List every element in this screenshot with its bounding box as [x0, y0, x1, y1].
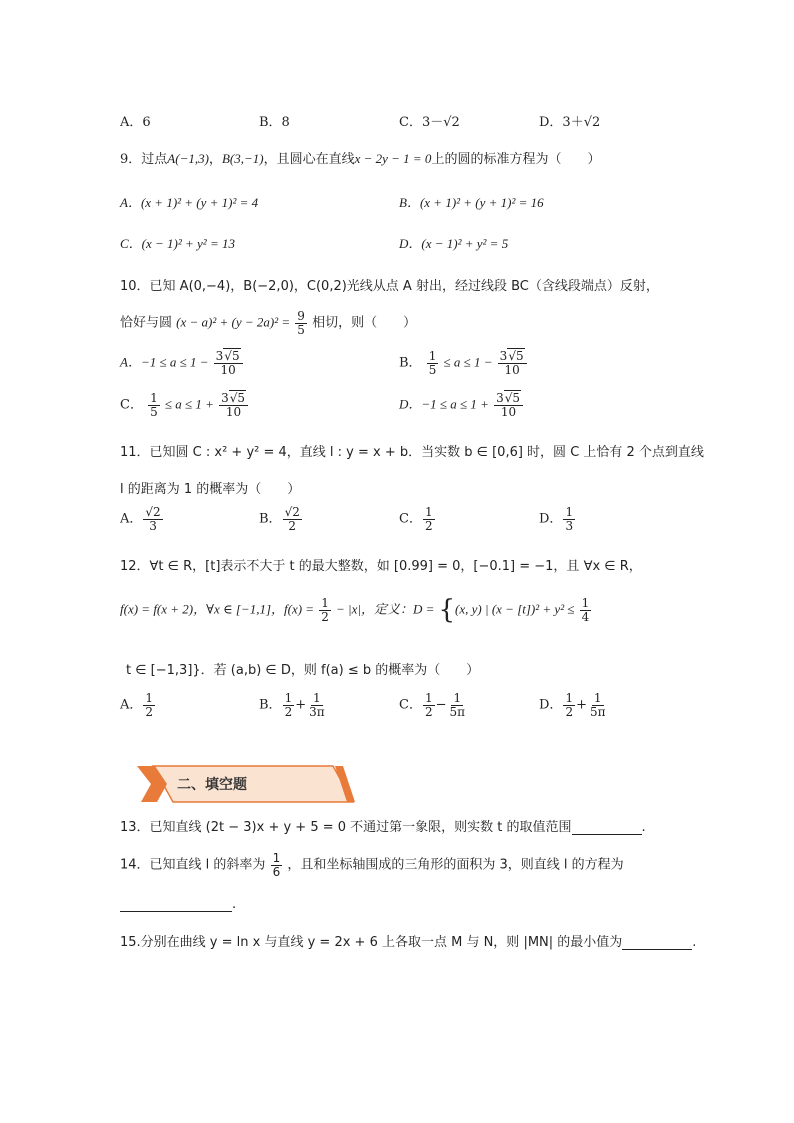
q9-number: 9． — [120, 152, 142, 167]
q12-option-b: B． $\frac{1}{2}$ + $\frac{1}{3\pi}$ — [259, 691, 325, 719]
q11-line1: 11．已知圆 C : x² + y² = 4，直线 l : y = x + b．当实数 b ∈ [0,6] 时，圆 C 上恰有 2 个点到直线 — [120, 445, 704, 460]
q15: 15.分别在曲线 y = ln x 与直线 y = 2x + 6 上各取一点 M 与 N，则 |MN| 的最小值为 . — [120, 935, 697, 950]
q10-text: 恰好与圆 — [120, 315, 173, 331]
q14-answer: . — [120, 897, 236, 912]
q9-text-b: ，且圆心在直线 — [263, 152, 355, 167]
q11-option-c: C． $\frac{1}{2}$ — [399, 505, 433, 533]
q11-option-b: B． $\frac{√2}{2}$ — [259, 505, 300, 533]
q12-option-c: C． $\frac{1}{2}$ − $\frac{1}{5\pi}$ — [399, 691, 466, 719]
q11-line2: l 的距离为 1 的概率为（ ） — [120, 482, 301, 497]
q10-option-a: A．−1 ≤ a ≤ 1 − $\frac{3√5}{10}$ — [120, 350, 244, 376]
q9-option-b: B．(x + 1)² + (y + 1)² = 16 — [399, 195, 544, 210]
q10-line1: 10．已知 A(0,−4)，B(−2,0)，C(0,2)光线从点 A 射出，经过线段 BC（含线段端点）反射， — [120, 279, 659, 294]
q14: 14．已知直线 l 的斜率为 $\frac{1}{6}$ ，且和坐标轴围成的三角形的面积为 3，则直线 l 的方程为 — [120, 851, 624, 879]
section-banner — [135, 764, 355, 804]
q14-answer-blank[interactable] — [120, 911, 232, 912]
q12-line1: 12．∀t ∈ R，[t]表示不大于 t 的最大整数，如 [0.99] = 0，[−0.1] = −1，且 ∀x ∈ R， — [120, 559, 642, 574]
q10-text-b: 相切，则（ ） — [312, 315, 417, 331]
q8-option-b: B．8 — [259, 115, 290, 130]
q13-answer-blank[interactable] — [572, 834, 642, 835]
q9-option-a: A．(x + 1)² + (y + 1)² = 4 — [120, 195, 259, 210]
q10-option-d: D．−1 ≤ a ≤ 1 + $\frac{3√5}{10}$ — [399, 392, 524, 418]
q12-option-d: D． $\frac{1}{2}$ + $\frac{1}{5\pi}$ — [539, 691, 606, 719]
q9-sep: ， — [208, 152, 222, 167]
q8-option-c: C．3－√2 — [399, 115, 460, 130]
q8-option-a: A．6 — [120, 115, 151, 130]
q9-text-c: 上的圆的标准方程为（ ） — [431, 152, 601, 167]
q9-point-b: B(3,−1) — [221, 151, 264, 166]
section-title: 二、填空题 — [177, 777, 247, 793]
q10-circle-eq: (x − a)² + (y − 2a)² = — [176, 314, 291, 330]
q15-answer-blank[interactable] — [622, 949, 692, 950]
q10-line2 — [120, 310, 416, 336]
q12-line3: t ∈ [−1,3]}．若 (a,b) ∈ D，则 f(a) ≤ b 的概率为（ ） — [126, 663, 480, 678]
q12-option-a: A． $\frac{1}{2}$ — [120, 691, 154, 719]
q9-stem — [120, 148, 600, 167]
q9-line-equation: x − 2y − 1 = 0 — [354, 151, 432, 166]
q11-option-d: D． $\frac{1}{3}$ — [539, 505, 574, 533]
q11-option-a: A． $\frac{√2}{3}$ — [120, 505, 161, 533]
q13: 13．已知直线 (2t − 3)x + y + 5 = 0 不通过第一象限，则实数 t 的取值范围 . — [120, 820, 646, 835]
q9-text: 过点 — [141, 152, 168, 167]
q10-option-b: B． $\frac{1}{5}$ ≤ a ≤ 1 − $\frac{3√5}{10}$ — [399, 350, 528, 376]
q10-option-c: C． $\frac{1}{5}$ ≤ a ≤ 1 + $\frac{3√5}{10}$ — [120, 392, 249, 418]
q9-point-a: A(−1,3) — [167, 151, 209, 166]
q12-line2: f(x) = f(x + 2)，∀x ∈ [−1,1]，f(x) = $\frac{1}{2}$ − |x|，定义：D = {(x, y) | (x − [t])² + y² ≤ $\frac{1}{4}$ — [120, 595, 590, 626]
q9-option-d: D．(x − 1)² + y² = 5 — [399, 236, 509, 251]
q8-option-d: D．3＋√2 — [539, 115, 601, 130]
q10-frac: $\frac{9}{5}$ — [297, 309, 305, 337]
q9-option-c: C．(x − 1)² + y² = 13 — [120, 236, 235, 251]
